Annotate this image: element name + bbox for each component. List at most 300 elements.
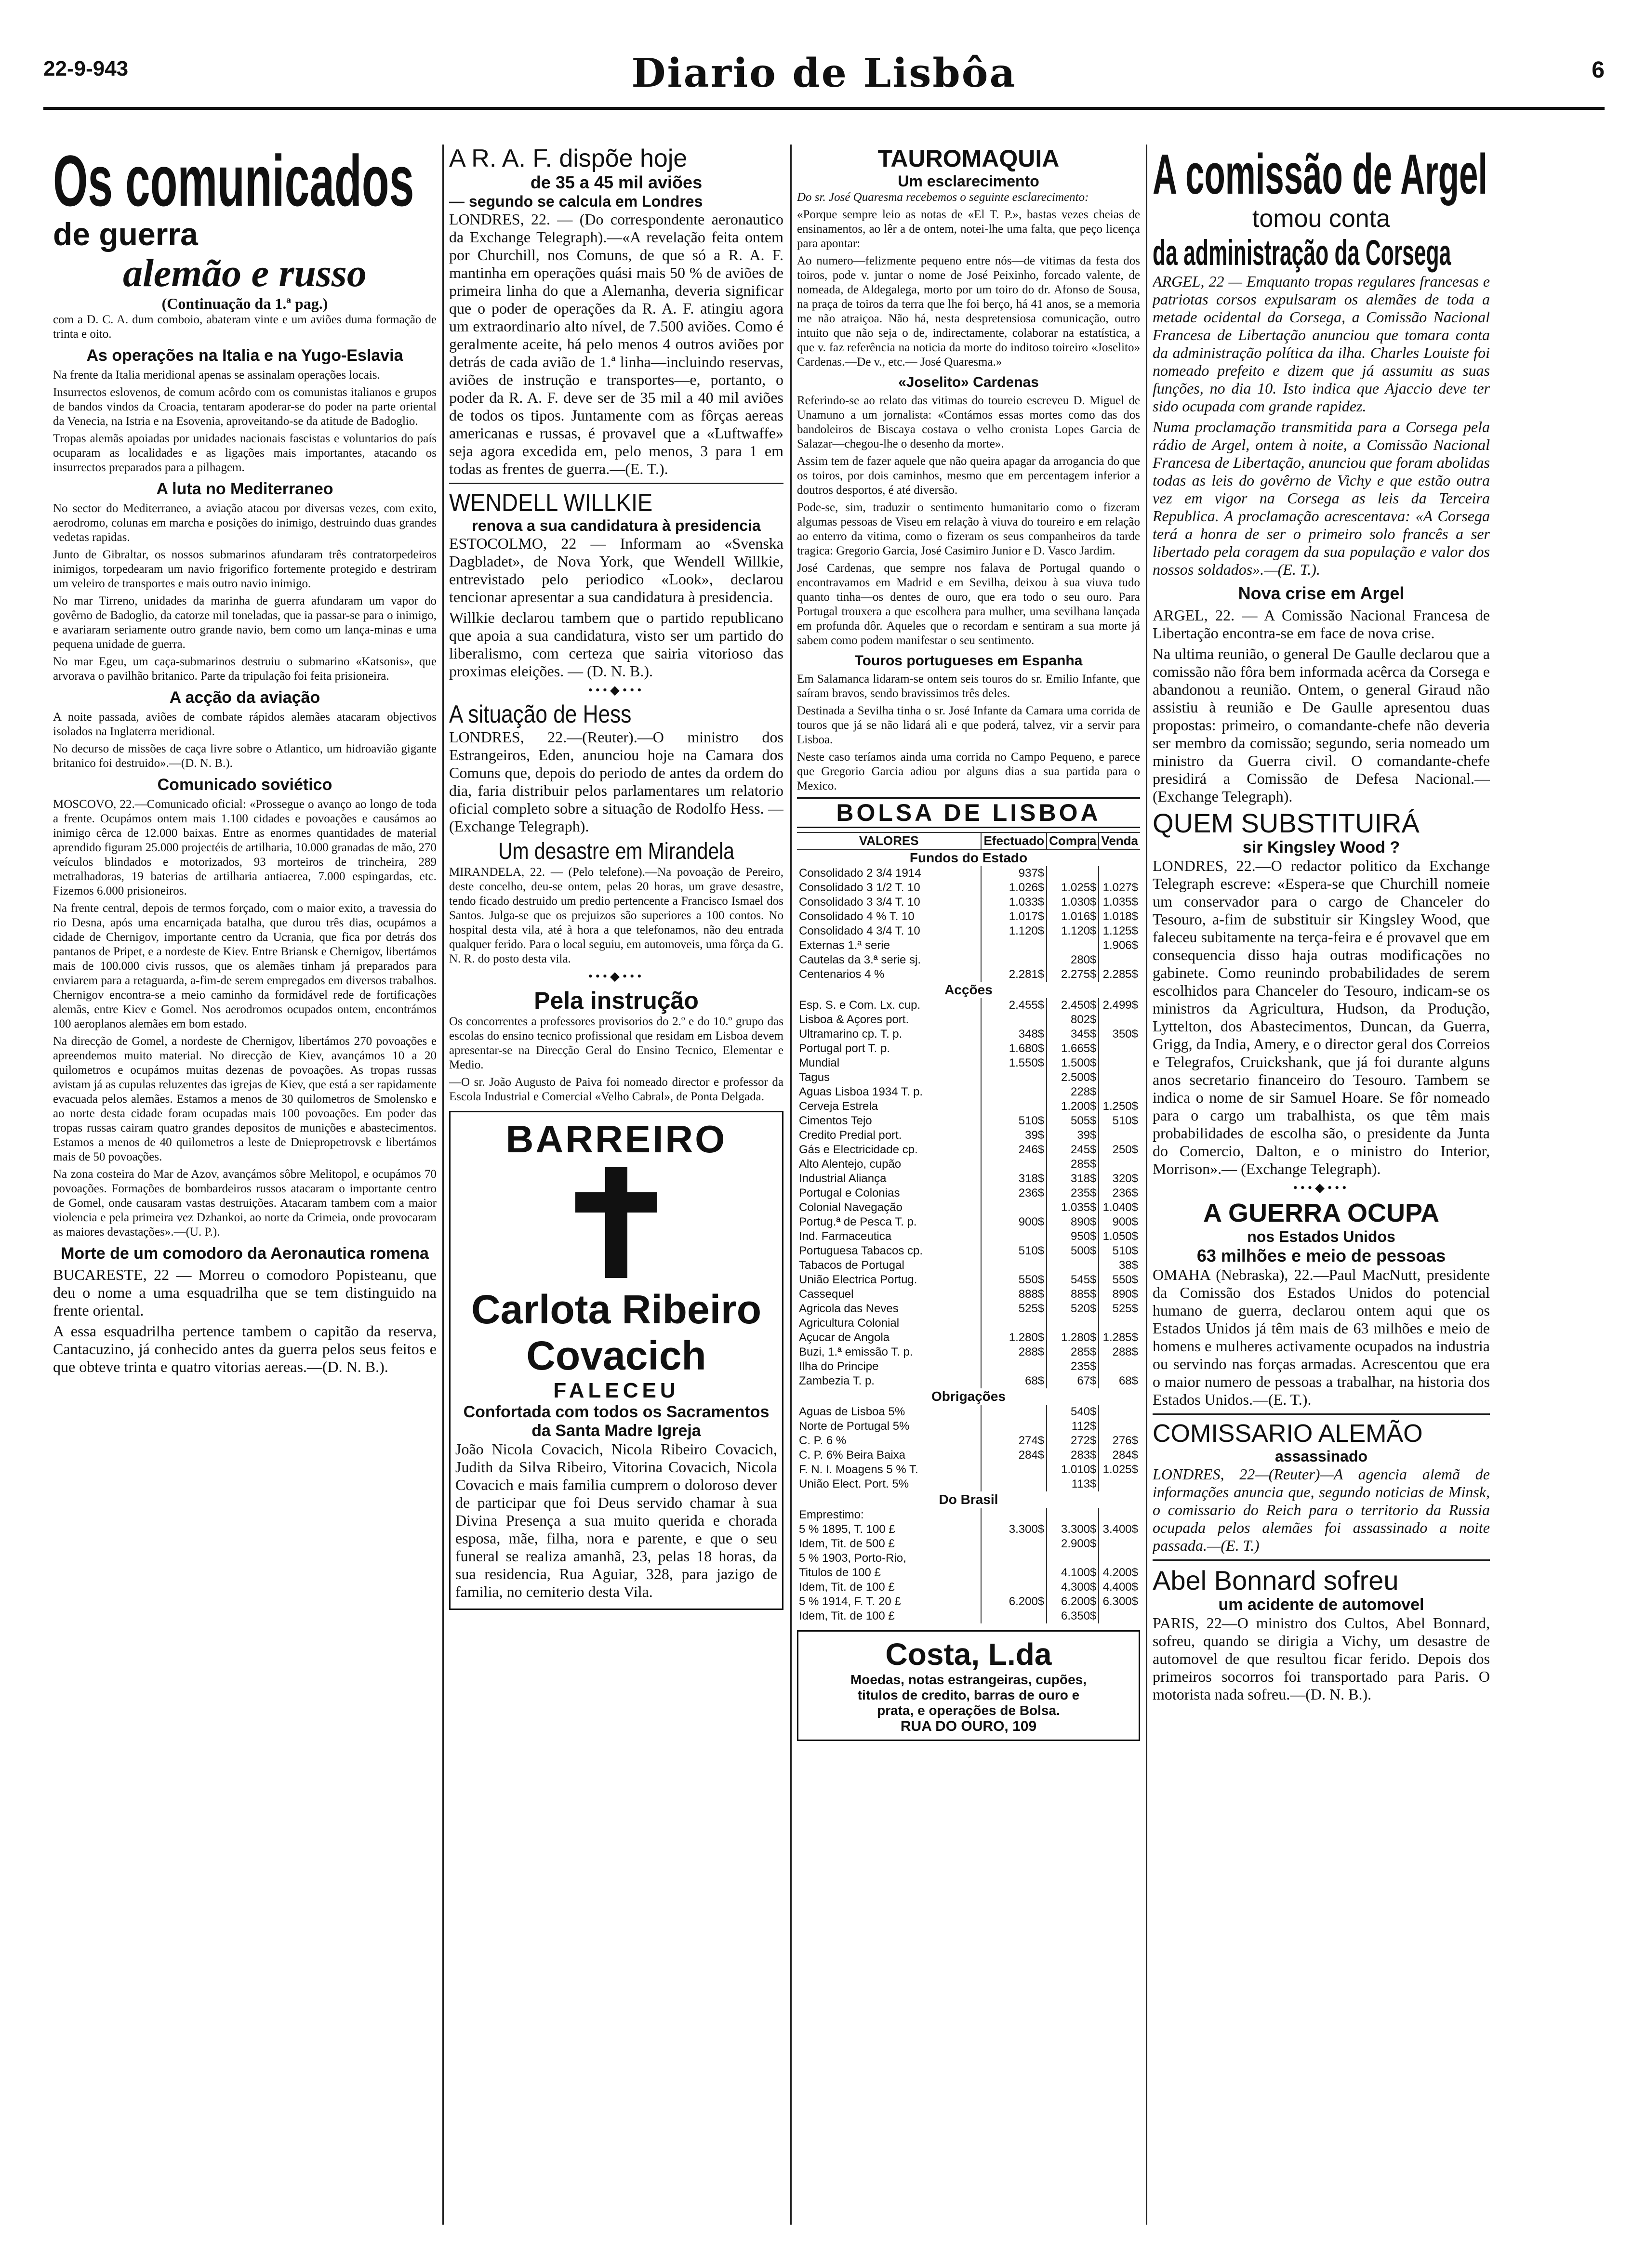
paragraph: Do sr. José Quaresma recebemos o seguinte esclarecimento:: [797, 191, 1089, 204]
paragraph: Os concorrentes a professores provisorios do 2.º e do 10.º grupo das escolas do ensino tecnico profissional que residam em Lisboa devem apresentar-se na Direcção Geral do Ensino Tecnico, Elementar e Medio.: [449, 1015, 783, 1071]
table-cell-price: [981, 1405, 1047, 1419]
table-cell-price: 113$: [1047, 1477, 1099, 1491]
table-row: [797, 1258, 1140, 1273]
divider: [1153, 1559, 1490, 1561]
paragraph: Tropas alemãs apoiadas por unidades nacionais fascistas e voluntarios do país ocuparam as localidades e as ligações mais importantes, atacando os insurrectos preparados para a pilhagem.: [53, 432, 437, 474]
table-cell-price: 900$: [1099, 1215, 1140, 1229]
paragraph: MIRANDELA, 22. — (Pelo telefone).—Na povoação de Pereiro, deste concelho, deu-se ontem, pelas 20 horas, um grave desastre, tendo ficado destruido um predio pertencente a Francisco Ismael dos Santos. Julga-se que os prejuizos são superiores a 100 contos. No hospital desta vila, até à hora a que telefonamos, não deu entrada qualquer ferido. Para o local seguiu, em automoveis, uma fôrça da G. N. R. do posto desta vila.: [449, 866, 783, 965]
table-cell-price: 318$: [981, 1172, 1047, 1186]
table-cell-security: Buzi, 1.ª emissão T. p.: [799, 1345, 913, 1358]
column-2: [449, 145, 783, 2225]
newspaper-title: Diario de Lisbôa: [631, 50, 1017, 96]
table-cell-price: 236$: [1099, 1186, 1140, 1200]
table-cell-price: 68$: [981, 1374, 1047, 1388]
headline-line3: alemão e russo: [123, 251, 367, 295]
column-header: Venda: [1099, 832, 1140, 849]
table-cell-price: 6.200$: [1047, 1595, 1099, 1609]
column-4: [1153, 145, 1490, 2225]
headline-guerra-ocupa: A GUERRA OCUPA: [1203, 1199, 1439, 1227]
table-cell-security: Externas 1.ª serie: [799, 939, 890, 952]
obituary-name: Carlota Ribeiro Covacich: [471, 1287, 762, 1378]
table-cell-price: 4.200$: [1099, 1566, 1140, 1580]
table-cell-price: 228$: [1047, 1085, 1099, 1099]
table-row: [797, 881, 1140, 895]
table-cell-price: 1.550$: [981, 1056, 1047, 1070]
table-cell-price: [981, 1099, 1047, 1114]
table-cell-price: [1099, 1405, 1140, 1419]
table-cell-security: Centenarios 4 %: [799, 968, 885, 981]
headline-comissario: COMISSARIO ALEMÃO: [1153, 1420, 1423, 1448]
table-cell-price: 245$: [1047, 1143, 1099, 1157]
table-cell-price: 2.499$: [1099, 998, 1140, 1013]
table-row: [797, 1172, 1140, 1186]
subhead: de 35 a 45 mil aviões: [530, 172, 703, 192]
column-rule: [442, 145, 444, 2225]
table-cell-price: 288$: [1099, 1345, 1140, 1359]
table-cell-price: 1.018$: [1099, 910, 1140, 924]
table-row: [797, 967, 1140, 982]
table-cell-security: Consolidado 3 1/2 T. 10: [799, 881, 920, 894]
paragraph: OMAHA (Nebraska), 22.—Paul MacNutt, presidente da Comissão dos Estados Unidos do potencial humano de guerra, declarou ontem aqui que os Estados Unidos já têm mais de 63 milhões e meio de homens e mulheres activamente ocupados na industria ou servindo nas forças armadas. Acrescentou que era o maior numero de pessoas a trabalhar, na historia dos Estados Unidos.—(E. T.).: [1153, 1266, 1490, 1408]
table-row: [797, 1157, 1140, 1172]
table-cell-security: Emprestimo:: [799, 1508, 864, 1521]
table-cell-price: [981, 1200, 1047, 1215]
masthead: [43, 50, 1605, 108]
headline-communiques: Os comunicados: [53, 145, 414, 221]
subhead: As operações na Italia e na Yugo-Eslavia: [86, 346, 403, 365]
table-row: [797, 1359, 1140, 1374]
table-row: [797, 1114, 1140, 1128]
divider-ornament: •••◆•••: [1293, 1181, 1350, 1195]
table-cell-price: [1099, 1013, 1140, 1027]
table-cell-price: 67$: [1047, 1374, 1099, 1388]
paragraph: A noite passada, aviões de combate rápidos alemães atacaram objectivos isolados na Inglaterra meridional.: [53, 711, 437, 738]
paragraph: Junto de Gibraltar, os nossos submarinos afundaram três contratorpedeiros inimigos, torpedearam um navio frigorifico fortemente protegido e destriram um veleiro de transportes e mais outro navio inimigo.: [53, 548, 437, 590]
table-cell-price: [981, 1085, 1047, 1099]
table-cell-price: [1099, 953, 1140, 967]
column-rule: [790, 145, 792, 2225]
paragraph: MOSCOVO, 22.—Comunicado oficial: «Prossegue o avanço ao longo de toda a frente. Ocupámos ontem mais 1.100 cidades e povoações e causámos ao inimigo cêrca de 12.000 baixas. Entre as enormes quantidades de material aprendido figuram 25.000 projectéis de artilharia, 10.000 granadas de mão, 270 veículos blindados e motorizados, 93 morteiros de trincheira, 289 metralhadoras, 19 baterias de artilharia antiaerea, 7.000 espingardas, etc. Fizemos 6.000 prisioneiros.: [53, 798, 437, 897]
table-row: [797, 1508, 1140, 1522]
subhead: Um esclarecimento: [898, 172, 1039, 190]
paragraph: ESTOCOLMO, 22 — Informam ao «Svenska Dagbladet», de Nova York, que Wendell Willkie, entrevistado pelo periodico «Look», declarou tencionar apresentar a sua candidatura à presidencia.: [449, 535, 783, 606]
headline-line3: da administração da Corsega: [1153, 233, 1451, 273]
paragraph: ARGEL, 22. — A Comissão Nacional Francesa de Libertação encontra-se em face de nova crise.: [1153, 607, 1490, 642]
table-row: [797, 1244, 1140, 1258]
table-cell-price: 39$: [1047, 1128, 1099, 1143]
subhead: sir Kingsley Wood ?: [1242, 838, 1400, 857]
table-cell-price: 6.200$: [981, 1595, 1047, 1609]
table-cell-price: 3.300$: [981, 1522, 1047, 1537]
table-section-row: [797, 1491, 1140, 1508]
paragraph: LONDRES, 22.—O redactor politico da Exchange Telegraph escreve: «Espera-se que Churchill nomeie um conservador para o cargo de Chanceler do Tesouro, a-fim de substituir sir Kingsley Wood, que faleceu subitamente na terça-feira e é provavel que em consequencia disso haja outras modificações no gabinete. Como reunindo probabilidades de serem escolhidos para Chanceler do Tesouro, indicam-se os ministros da Agricultura, Hudson, da Produção, Lyttelton, dos Abastecimentos, Duncan, da Guerra, Grigg, da India, Amery, e o director geral dos Correios e Telegrafos, Cruickshank, que já foi durante alguns anos secretario financeiro do Tesouro. Tambem se indica o nome de sir Samuel Hoare. Se fôr nomeado para o cargo um trabalhista, os que têm mais probabilidades de escolha são, o presidente da Junta do Comercio, Dalton, e o ministro do Interior, Morrison».— (Exchange Telegraph).: [1153, 857, 1490, 1177]
table-cell-price: [1099, 1477, 1140, 1491]
table-row: [797, 924, 1140, 938]
paragraph: Na frente central, depois de termos forçado, com o maior exito, a travessia do rio Desna, após uma encarniçada batalha, que durou três dias, ocupámos a cidade de Chernigov, importante centro da Ucrania, que fica por detrás dos pantanos de Pripet, e a nordeste de Kiev. Entre Briansk e Chernigov, libertámos mais de 100.000 civis russos, que os alemães tinham já preparados para enviarem para a retaguarda, a-fim-de serem empregados em diversos trabalhos. Chernigov encontra-se a meio caminho da formidável rede de fortificações alemãs, entre Kiev e Gomel. Nos aerodromos ocupados ontem, encontrámos 100 aeroplanos alemães em bom estado.: [53, 902, 437, 1030]
divider-ornament: •••◆•••: [588, 969, 645, 983]
table-cell-security: Gás e Electricidade cp.: [799, 1143, 918, 1156]
table-cell-price: 246$: [981, 1143, 1047, 1157]
table-row: [797, 1419, 1140, 1434]
paragraph: Na frente da Italia meridional apenas se assinalam operações locais.: [53, 369, 380, 382]
table-row: [797, 1566, 1140, 1580]
table-cell-price: 1.025$: [1099, 1463, 1140, 1477]
headline-line2: de guerra: [53, 216, 198, 252]
subhead: Nova crise em Argel: [1238, 583, 1405, 603]
table-cell-security: Alto Alentejo, cupão: [799, 1158, 902, 1171]
stock-table-body: [797, 849, 1140, 1623]
table-row: [797, 1463, 1140, 1477]
table-section-label: Obrigações: [931, 1389, 1006, 1404]
table-cell-price: 1.500$: [1047, 1056, 1099, 1070]
table-cell-price: 2.275$: [1047, 967, 1099, 982]
headline-argel: A comissão de Argel: [1153, 145, 1488, 206]
table-cell-price: 284$: [981, 1448, 1047, 1463]
table-row: [797, 1609, 1140, 1623]
table-cell-price: 550$: [981, 1273, 1047, 1287]
table-cell-price: 525$: [1099, 1302, 1140, 1316]
table-cell-price: 1.033$: [981, 895, 1047, 910]
paragraph: Na direcção de Gomel, a nordeste de Chernigov, libertámos 270 povoações e apreendemos muito material. No direcção de Kiev, avançámos 10 a 20 quilometros e ocupámos muitas dezenas de povoações. As tropas russas avistam já as cupulas reluzentes das igrejas de Kiev, que está a ser rapidamente evacuada pelos alemães. Estamos a menos de 30 quilometros de Smolensko e ao norte desta cidade foram ocupadas mais 100 povoações. Em poder das tropas russas cairam quatro grandes depositos de munições e abastecimentos. Estamos a menos de 40 quilometros a leste de Dniepropetrovsk e libertámos mais de 50 povoações.: [53, 1035, 437, 1163]
subhead: um acidente de automovel: [1218, 1596, 1424, 1614]
headline-line2: tomou conta: [1252, 205, 1391, 233]
table-row: [797, 1434, 1140, 1448]
table-cell-price: 2.450$: [1047, 998, 1099, 1013]
table-cell-price: 1.040$: [1099, 1200, 1140, 1215]
table-cell-price: [981, 1609, 1047, 1623]
paragraph: Ao numero—felizmente pequeno entre nós—de vitimas da festa dos toiros, pode v. juntar o nome de José Peixinho, forcado valente, de nomeada, de Aldegalega, morto por um toiro do dr. Afonso de Sousa, na praça de toiros da terra que lhe foi berço, há 41 anos, se a memoria me não atraiçoa. Não há, nesta despretensiosa comunicação, outro intuito que não seja o de, indirectamente, colaborar na estatística, a que v. faz referência na noticia da morte do inditoso toireiro «Joselito» Cardenas.—De v., etc.— José Quaresma.»: [797, 254, 1140, 369]
table-cell-security: Ultramarino cp. T. p.: [799, 1028, 903, 1041]
subhead: 63 milhões e meio de pessoas: [1196, 1246, 1446, 1266]
subhead: nos Estados Unidos: [1247, 1228, 1395, 1245]
table-row: [797, 998, 1140, 1013]
table-cell-price: 4.300$: [1047, 1580, 1099, 1595]
paragraph: A essa esquadrilha pertence tambem o capitão da reserva, Cantacuzino, já conhecido antes da guerra pelos seus feitos e que obteve trinta e quatro vitorias aereas.—(D. N. B.).: [53, 1322, 437, 1375]
table-cell-price: 6.300$: [1099, 1595, 1140, 1609]
table-cell-price: [1047, 866, 1099, 881]
table-cell-price: [1099, 1508, 1140, 1522]
table-cell-security: União Elect. Port. 5%: [799, 1477, 909, 1490]
table-cell-price: [1099, 1056, 1140, 1070]
table-cell-price: [1099, 1042, 1140, 1056]
subhead: Touros portugueses em Espanha: [854, 653, 1083, 669]
subhead: Comunicado soviético: [157, 776, 332, 794]
table-cell-price: 3.300$: [1047, 1522, 1099, 1537]
paragraph: Numa proclamação transmitida para a Corsega pela rádio de Argel, ontem à noite, a Comissão Nacional Francesa de Libertação, anunciou que foram abolidas todas as leis do govêrno de Vichy e que estão outra vez em vigor na Corsega as leis da Terceira Republica. A proclamação acrescentava: «A Corsega terá a honra de ser o primeiro solo francês a ser libertado pela coragem da sua população e valor dos nossos soldados».—(E. T.).: [1153, 418, 1490, 578]
table-cell-price: 888$: [981, 1287, 1047, 1302]
column-header: Compra: [1047, 832, 1099, 849]
table-cell-security: F. N. I. Moagens 5 % T.: [799, 1463, 918, 1476]
table-row: [797, 1215, 1140, 1229]
table-row: [797, 1595, 1140, 1609]
table-cell-price: [1047, 1551, 1099, 1566]
table-cell-price: 1.016$: [1047, 910, 1099, 924]
table-row: [797, 1027, 1140, 1042]
table-cell-price: 1.125$: [1099, 924, 1140, 938]
subhead: A luta no Mediterraneo: [156, 480, 333, 498]
table-cell-price: [1099, 1070, 1140, 1085]
table-cell-price: [1099, 1551, 1140, 1566]
table-cell-price: 1.010$: [1047, 1463, 1099, 1477]
headline-raf: A R. A. F. dispõe hoje: [449, 145, 688, 172]
table-row: [797, 1302, 1140, 1316]
table-cell-price: 550$: [1099, 1273, 1140, 1287]
paragraph: Pode-se, sim, traduzir o sentimento humanitario como o fizeram algumas pessoas de Viseu em relação à viuva do toureiro e em relação ao enterro da vitima, como o fizeram os seus companheiros da tarde tragica: Gregorio Garcia, José Casimiro Junior e D. Vasco Jardim.: [797, 501, 1140, 557]
table-cell-price: 39$: [981, 1128, 1047, 1143]
subhead: Morte de um comodoro da Aeronautica romena: [61, 1244, 429, 1263]
table-cell-security: 5 % 1895, T. 100 £: [799, 1523, 895, 1536]
table-cell-price: 1.665$: [1047, 1042, 1099, 1056]
table-cell-price: 510$: [981, 1244, 1047, 1258]
table-cell-security: Agricultura Colonial: [799, 1317, 900, 1330]
table-cell-security: Zambezia T. p.: [799, 1374, 875, 1387]
table-cell-security: Agricola das Neves: [799, 1302, 899, 1315]
headline-hess: A situação de Hess: [449, 700, 632, 728]
table-cell-price: 2.285$: [1099, 967, 1140, 982]
headline-instrucao: Pela instrução: [534, 987, 699, 1014]
subhead: assassinado: [1274, 1448, 1368, 1465]
subhead: — segundo se calcula em Londres: [449, 193, 703, 210]
table-cell-price: 510$: [981, 1114, 1047, 1128]
column-3: [797, 145, 1140, 2225]
table-row: [797, 1287, 1140, 1302]
table-row: [797, 1537, 1140, 1551]
table-cell-price: [981, 1359, 1047, 1374]
table-cell-price: [981, 1258, 1047, 1273]
table-cell-price: [981, 1013, 1047, 1027]
table-cell-price: 1.285$: [1099, 1331, 1140, 1345]
paragraph: No mar Tirreno, unidades da marinha de guerra afundaram um vapor do govêrno de Badoglio, da catorze mil toneladas, que ia passar-se para o inimigo, e avariaram seriamente outro grande navio, bem como um lança-minas e uma pequena unidade de guerra.: [53, 594, 437, 651]
table-cell-price: 540$: [1047, 1405, 1099, 1419]
table-cell-price: 284$: [1099, 1448, 1140, 1463]
masthead-rule: [43, 107, 1605, 110]
table-cell-price: [1099, 1419, 1140, 1434]
subhead: renova a sua candidatura à presidencia: [472, 517, 761, 534]
table-section-label: Acções: [944, 982, 993, 997]
paragraph: Referindo-se ao relato das vitimas do toureio escreveu D. Miguel de Unamuno a um jornalista: «Contámos essas mortes como das dos bandoleiros de Biscaya costava o velho cronista Lopes Garcia de Salazar—chegou-lhe o desenho da morte».: [797, 394, 1140, 450]
table-cell-price: 276$: [1099, 1434, 1140, 1448]
table-cell-price: [981, 1419, 1047, 1434]
column-rule: [1146, 145, 1147, 2225]
table-row: [797, 1128, 1140, 1143]
table-cell-security: União Electrica Portug.: [799, 1273, 917, 1286]
table-row: [797, 1200, 1140, 1215]
obituary-place: BARREIRO: [505, 1118, 727, 1160]
table-cell-security: Colonial Navegação: [799, 1201, 903, 1214]
paragraph: BUCARESTE, 22 — Morreu o comodoro Popisteanu, que deu o nome a uma esquadrilha que se tem distinguido na frente oriental.: [53, 1266, 437, 1319]
table-row: [797, 1405, 1140, 1419]
headline-mirandela: Um desastre em Mirandela: [498, 839, 734, 864]
table-cell-price: 4.400$: [1099, 1580, 1140, 1595]
issue-date: 22-9-943: [43, 57, 129, 80]
table-cell-price: [981, 1070, 1047, 1085]
table-cell-price: 1.200$: [1047, 1099, 1099, 1114]
table-cell-price: 1.035$: [1047, 1200, 1099, 1215]
table-cell-security: Mundial: [799, 1056, 840, 1069]
table-cell-price: [981, 1508, 1047, 1522]
table-row: [797, 1070, 1140, 1085]
table-cell-price: 1.026$: [981, 881, 1047, 895]
advert-line: Moedas, notas estrangeiras, cupões,: [850, 1672, 1087, 1687]
table-cell-security: Idem, Tit. de 500 £: [799, 1537, 895, 1550]
paragraph: Neste caso teríamos ainda uma corrida no Campo Pequeno, e parece que Gregorio Garcia adiou por alguns dias a sua partida para o Mexico.: [797, 751, 1140, 792]
table-cell-price: 250$: [1099, 1143, 1140, 1157]
table-section-row: [797, 849, 1140, 866]
table-cell-price: 2.281$: [981, 967, 1047, 982]
paragraph: José Cardenas, que sempre nos falava de Portugal quando o encontravamos em Madrid e em Sevilha, deixou à sua viuva tudo quanto tinha—os dentes de ouro, que era todo o seu ouro. Para Portugal trouxera a que escolhera para mulher, uma sevilhana lançada em profunda dôr. Aqueles que o recordam e sentiram a sua morte já sabem como podem manifestar o seu sentimento.: [797, 562, 1140, 647]
headline-tauromaquia: TAUROMAQUIA: [877, 145, 1060, 172]
table-cell-price: 1.280$: [1047, 1331, 1099, 1345]
paragraph: No sector do Mediterraneo, a aviação atacou por diversas vezes, com exito, aerodromo, colunas em marcha e posições do inimigo, destruindo duas grandes vedetas rapidas.: [53, 502, 437, 544]
table-row: [797, 1273, 1140, 1287]
table-cell-price: [1099, 866, 1140, 881]
table-cell-price: 2.455$: [981, 998, 1047, 1013]
table-cell-security: 5 % 1914, F. T. 20 £: [799, 1595, 901, 1608]
table-cell-security: 5 % 1903, Porto-Rio,: [799, 1552, 906, 1565]
table-header-row: [797, 832, 1140, 849]
paragraph: LONDRES, 22—(Reuter)—A agencia alemã de informações anuncia que, segundo noticias de Minsk, o comissario do Reich para o territorio da Russia ocupada pelos alemães foi assassinado a noite passada.—(E. T.): [1153, 1465, 1490, 1554]
paragraph: —O sr. João Augusto de Paiva foi nomeado director e professor da Escola Industrial e Comercial «Velho Cabral», de Ponta Delgada.: [449, 1076, 783, 1103]
table-cell-price: 348$: [981, 1027, 1047, 1042]
table-cell-price: 288$: [981, 1345, 1047, 1359]
cross-icon: [455, 1167, 777, 1280]
table-cell-security: Cautelas da 3.ª serie sj.: [799, 953, 921, 966]
table-section-label: Fundos do Estado: [909, 850, 1028, 865]
table-cell-price: 1.280$: [981, 1331, 1047, 1345]
paragraph: Em Salamanca lidaram-se ontem seis touros do sr. Emilio Infante, que saíram bravos, sendo bravissimos três deles.: [797, 672, 1140, 700]
table-cell-price: 3.400$: [1099, 1522, 1140, 1537]
table-cell-security: Cassequel: [799, 1288, 854, 1301]
table-cell-security: C. P. 6 %: [799, 1434, 847, 1447]
table-row: [797, 1522, 1140, 1537]
table-cell-security: Portugal e Colonias: [799, 1187, 900, 1200]
table-row: [797, 1331, 1140, 1345]
table-row: [797, 1374, 1140, 1388]
paragraph: Willkie declarou tambem que o partido republicano que apoia a sua candidatura, visto ser um partido do liberalismo, com certeza que sairia vitorioso das proximas eleições. — (D. N. B.).: [449, 609, 783, 680]
divider-ornament: •••◆•••: [588, 683, 645, 697]
table-cell-price: 1.030$: [1047, 895, 1099, 910]
table-cell-price: 112$: [1047, 1419, 1099, 1434]
table-cell-price: 236$: [981, 1186, 1047, 1200]
advert-line: titulos de credito, barras de ouro e: [857, 1688, 1080, 1702]
table-row: [797, 1186, 1140, 1200]
table-cell-price: 283$: [1047, 1448, 1099, 1463]
table-cell-price: [1099, 1157, 1140, 1172]
table-cell-security: Cerveja Estrela: [799, 1100, 878, 1113]
table-cell-price: 6.350$: [1047, 1609, 1099, 1623]
table-cell-price: 68$: [1099, 1374, 1140, 1388]
table-cell-security: Consolidado 4 3/4 T. 10: [799, 924, 920, 937]
table-cell-price: [1099, 1128, 1140, 1143]
table-cell-price: 1.680$: [981, 1042, 1047, 1056]
advert-line: prata, e operações de Bolsa.: [877, 1703, 1060, 1718]
table-cell-price: 900$: [981, 1215, 1047, 1229]
paragraph: LONDRES, 22.—(Reuter).—O ministro dos Estrangeiros, Eden, anunciou hoje na Camara dos Comuns que, depois do periodo de antes da ordem do dia, faria distribuir pelos parlamentares um relatorio oficial completo sobre a situação de Rodolfo Hess. — (Exchange Telegraph).: [449, 728, 783, 835]
table-row: [797, 1345, 1140, 1359]
table-cell-price: 545$: [1047, 1273, 1099, 1287]
table-cell-price: [981, 1551, 1047, 1566]
table-row: [797, 1042, 1140, 1056]
table-cell-security: Titulos de 100 £: [799, 1566, 881, 1579]
paragraph: «Porque sempre leio as notas de «El T. P.», bastas vezes cheias de ensinamentos, ao lêr a de ontem, notei-lhe uma falta, que peço licença para apontar:: [797, 208, 1140, 250]
table-cell-price: [1099, 1609, 1140, 1623]
table-row: [797, 1580, 1140, 1595]
table-cell-price: 235$: [1047, 1359, 1099, 1374]
paragraph: Na zona costeira do Mar de Azov, avançámos sôbre Melitopol, e ocupámos 70 povoações. Formações de bombardeiros russos atacaram o importante centro de Gomel, onde causaram vastas destruições. Atacaram tambem com a maior violencia e pela primeira vez Dzhankoi, ao norte da Crimeia, onde provocaram as maiores devastações».—(U. P.).: [53, 1168, 437, 1239]
table-cell-security: Ind. Farmaceutica: [799, 1230, 892, 1243]
table-section-row: [797, 982, 1140, 998]
table-cell-price: 510$: [1099, 1114, 1140, 1128]
table-cell-price: 500$: [1047, 1244, 1099, 1258]
table-cell-price: [981, 1477, 1047, 1491]
table-cell-price: 505$: [1047, 1114, 1099, 1128]
table-cell-price: [981, 1157, 1047, 1172]
column-1: [53, 145, 437, 2225]
table-cell-security: Credito Predial port.: [799, 1129, 902, 1142]
table-cell-price: 890$: [1099, 1287, 1140, 1302]
table-cell-price: 285$: [1047, 1345, 1099, 1359]
table-cell-price: 318$: [1047, 1172, 1099, 1186]
table-row: [797, 866, 1140, 881]
table-cell-price: 510$: [1099, 1244, 1140, 1258]
table-cell-price: [981, 938, 1047, 953]
table-row: [797, 953, 1140, 967]
table-cell-price: 1.906$: [1099, 938, 1140, 953]
advert-costa: [797, 1630, 1140, 1741]
table-cell-price: [1047, 1258, 1099, 1273]
table-row: [797, 1448, 1140, 1463]
paragraph: PARIS, 22—O ministro dos Cultos, Abel Bonnard, sofreu, quando se dirigia a Vichy, um desastre de automovel de que resultou ficar ferido. Depois dos primeiros socorros foi transportado para Paris. O motorista nada sofreu.—(D. N. B.).: [1153, 1614, 1490, 1703]
obituary-faleceu: FALECEU: [553, 1379, 679, 1402]
table-row: [797, 1316, 1140, 1331]
table-cell-price: 1.025$: [1047, 881, 1099, 895]
table-cell-security: Idem, Tit. de 100 £: [799, 1581, 895, 1594]
table-row: [797, 1013, 1140, 1027]
table-cell-security: Açucar de Angola: [799, 1331, 890, 1344]
table-cell-security: Portug.ª de Pesca T. p.: [799, 1215, 917, 1228]
table-row: [797, 1099, 1140, 1114]
table-cell-security: Aguas Lisboa 1934 T. p.: [799, 1085, 923, 1098]
table-cell-price: 38$: [1099, 1258, 1140, 1273]
table-cell-security: Portugal port T. p.: [799, 1042, 890, 1055]
table-row: [797, 1143, 1140, 1157]
bolsa-title: BOLSA DE LISBOA: [797, 797, 1140, 828]
table-row: [797, 1085, 1140, 1099]
table-cell-price: 320$: [1099, 1172, 1140, 1186]
table-section-row: [797, 1388, 1140, 1405]
table-cell-security: Norte de Portugal 5%: [799, 1420, 910, 1433]
paragraph: LONDRES, 22. — (Do correspondente aeronautico da Exchange Telegraph).—«A revelação feita ontem por Churchill, nos Comuns, de que só a R. A. F. mantinha em operações quási mais 50 % de aviões de primeira linha do que a Alemanha, deveria significar que o poder de operações da R. A. F. atingiu agora um extraordinario alto nível, de 7.500 aviões. Como é geralmente aceite, há pelo menos 4 outros aviões por detrás de cada avião de 1.ª linha—incluindo reservas, aviões de instrução e transportes—e, portanto, o poder da R. A. F. deve ser de 35 mil a 40 mil aviões de todos os tipos. Juntamente com as fôrças aereas americanas e russas, é provavel que a «Luftwaffe» seja agora excedida em, pelo menos, 3 para 1 em todas as frentes de guerra.—(E. T.).: [449, 211, 783, 477]
paragraph: Assim tem de fazer aquele que não queira apagar da arrogancia do que os toiros, por dois caminhos, mesmo que em percentagem inferior a doutros desportos, é até diversão.: [797, 455, 1140, 497]
table-cell-price: 802$: [1047, 1013, 1099, 1027]
headline-bonnard: Abel Bonnard sofreu: [1153, 1565, 1399, 1596]
table-cell-price: [1047, 1508, 1099, 1522]
table-cell-security: Aguas de Lisboa 5%: [799, 1405, 905, 1418]
table-cell-security: C. P. 6% Beira Baixa: [799, 1449, 906, 1462]
divider: [1153, 1413, 1490, 1415]
table-cell-price: 1.035$: [1099, 895, 1140, 910]
table-cell-security: Esp. S. e Com. Lx. cup.: [799, 999, 921, 1012]
table-row: [797, 1229, 1140, 1244]
advert-name: Costa, L.da: [885, 1637, 1052, 1672]
obituary-notice: [449, 1111, 783, 1610]
table-cell-price: [981, 1463, 1047, 1477]
column-header: Efectuado: [981, 832, 1047, 849]
table-cell-price: 1.027$: [1099, 881, 1140, 895]
table-cell-price: [981, 1580, 1047, 1595]
table-cell-price: 885$: [1047, 1287, 1099, 1302]
continuation-note: (Continuação da 1.ª pag.): [161, 295, 328, 312]
